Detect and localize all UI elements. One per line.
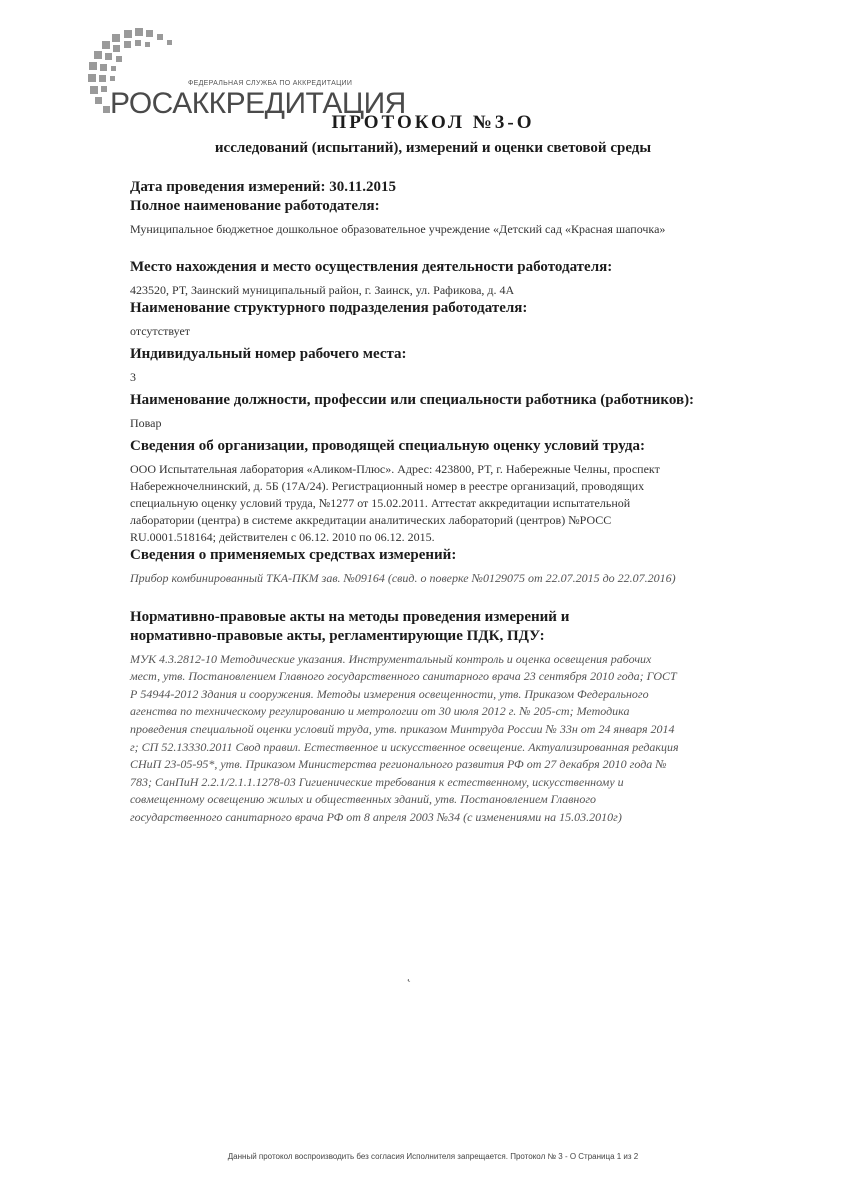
- location-value: 423520, РТ, Заинский муниципальный район, г. Заинск, ул. Рафикова, д. 4А: [130, 283, 515, 297]
- norms-line: агенства по техническому регулированию и метрологии от 30 июля 2012 г. № 205-ст; Методика: [130, 704, 630, 719]
- norms-line: государственного санитарного врача РФ от 8 апреля 2003 №34 (с изменениями на 15.03.2010г): [130, 809, 622, 824]
- location-label: Место нахождения и место осуществления деятельности работодателя:: [130, 259, 613, 275]
- organization-line: Набережночелнинский, д. 5Б (17А/24). Регистрационный номер в реестре организаций, проводящих: [130, 479, 645, 493]
- organization-line: ООО Испытательная лаборатория «Аликом-Плюс». Адрес: 423800, РТ, г. Набережные Челны, проспект: [130, 462, 660, 476]
- instruments-label: Сведения о применяемых средствах измерений:: [130, 547, 457, 563]
- division-value: отсутствует: [130, 324, 191, 338]
- protocol-subtitle: исследований (испытаний), измерений и оценки световой среды: [214, 140, 652, 156]
- norms-line: совмещенному освещению жилых и общественных зданий, утв. Постановлением Главного: [130, 792, 597, 807]
- organization-line: RU.0001.518164; действителен с 06.12. 2010 по 06.12. 2015.: [130, 530, 435, 544]
- workplace-label: Индивидуальный номер рабочего места:: [130, 346, 407, 362]
- norms-line: МУК 4.3.2812-10 Методические указания. Инструментальный контроль и оценка освещения рабочих: [130, 651, 652, 666]
- logo-subtitle: ФЕДЕРАЛЬНАЯ СЛУЖБА ПО АККРЕДИТАЦИИ: [188, 80, 353, 87]
- organization-line: лаборатории (центра) в системе аккредитации аналитических лабораторий (центров) №РОСС: [130, 513, 612, 527]
- logo-name: РОСАККРЕДИТАЦИЯ: [110, 87, 406, 120]
- page-footer: Данный протокол воспроизводить без согласия Исполнителя запрещается. Протокол № 3 - О Страница 1 из 2: [227, 1152, 639, 1161]
- rosaccreditation-logo: [80, 24, 406, 124]
- organization-label: Сведения об организации, проводящей специальную оценку условий труда:: [130, 438, 645, 454]
- employer-label: Полное наименование работодателя:: [130, 198, 380, 214]
- norms-line: СНиП 23-05-95*, утв. Приказом Министерства регионального развития РФ от 27 декабря 2010 года №: [130, 757, 667, 772]
- workplace-value: 3: [130, 370, 136, 384]
- norms-line: 783; СанПиН 2.2.1/2.1.1.1278-03 Гигиенические требования к естественному, искусственному и: [130, 774, 624, 789]
- organization-line: специальную оценку условий труда, №1277 от 15.02.2011. Аттестат аккредитации испытательной: [130, 496, 631, 510]
- stray-mark: ˛: [407, 968, 411, 982]
- protocol-content: [130, 178, 790, 827]
- instruments-value: Прибор комбинированный ТКА-ПКМ зав. №09164 (свид. о поверке №0129075 от 22.07.2015 до 22.07.2016): [130, 571, 676, 585]
- position-label: Наименование должности, профессии или специальности работника (работников):: [130, 392, 695, 408]
- norms-line: Р 54944-2012 Здания и сооружения. Методы измерения освещенности, утв. Приказом Федерального: [130, 686, 649, 701]
- division-label: Наименование структурного подразделения работодателя:: [130, 300, 528, 316]
- protocol-title: ПРОТОКОЛ №3-О: [331, 112, 535, 133]
- measurement-date: Дата проведения измерений: 30.11.2015: [130, 179, 396, 195]
- norms-line: проведения специальной оценки условий труда, утв. приказом Минтруда России № 33н от 24 января 2014: [130, 721, 675, 736]
- norms-label-line-1: Нормативно-правовые акты на методы проведения измерений и: [130, 608, 570, 625]
- employer-value: Муниципальное бюджетное дошкольное образовательное учреждение «Детский сад «Красная шапочка»: [130, 222, 666, 236]
- position-value: Повар: [130, 416, 162, 430]
- norms-line: мест, утв. Постановлением Главного государственного санитарного врача 23 сентября 2010 года; ГОСТ: [130, 669, 677, 684]
- norms-label-line-2: нормативно-правовые акты, регламентирующие ПДК, ПДУ:: [130, 627, 545, 644]
- norms-line: г; СП 52.13330.2011 Свод правил. Естественное и искусственное освещение. Актуализированная редакция: [130, 739, 679, 754]
